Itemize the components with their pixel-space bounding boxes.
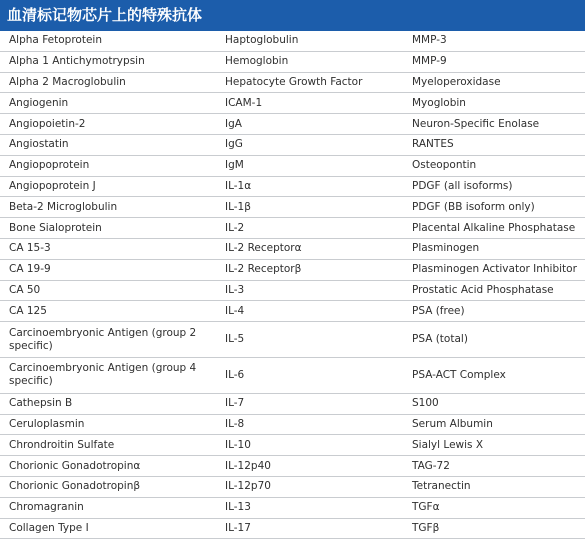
table-cell: Angiostatin	[0, 134, 216, 155]
table-cell: Collagen Type I	[0, 518, 216, 539]
table-cell: Hepatocyte Growth Factor	[216, 72, 403, 93]
table-row	[0, 176, 585, 197]
table-cell: Sialyl Lewis X	[403, 435, 585, 456]
table-cell: IL-17	[216, 518, 403, 539]
table-cell: IL-8	[216, 414, 403, 435]
table-cell: IgA	[216, 114, 403, 135]
table-cell: IL-1α	[216, 176, 403, 197]
antibody-table-body	[0, 31, 585, 539]
table-row	[0, 31, 585, 51]
table-cell: IL-2 Receptorβ	[216, 259, 403, 280]
table-cell: Haptoglobulin	[216, 31, 403, 51]
table-cell: PDGF (BB isoform only)	[403, 197, 585, 218]
table-row	[0, 414, 585, 435]
table-row	[0, 280, 585, 301]
table-row	[0, 93, 585, 114]
table-row	[0, 301, 585, 322]
table-cell: IL-2 Receptorα	[216, 238, 403, 259]
table-cell: IL-4	[216, 301, 403, 322]
table-cell: TAG-72	[403, 456, 585, 477]
table-cell: Myoglobin	[403, 93, 585, 114]
table-cell: MMP-3	[403, 31, 585, 51]
table-cell: Tetranectin	[403, 476, 585, 497]
table-cell: Placental Alkaline Phosphatase	[403, 218, 585, 239]
table-cell: RANTES	[403, 134, 585, 155]
table-cell: IL-6	[216, 357, 403, 393]
table-cell: IL-2	[216, 218, 403, 239]
table-cell: S100	[403, 393, 585, 414]
table-cell: Hemoglobin	[216, 51, 403, 72]
table-row	[0, 456, 585, 477]
antibody-table	[0, 31, 585, 539]
table-cell: IL-3	[216, 280, 403, 301]
table-row	[0, 476, 585, 497]
table-cell: Myeloperoxidase	[403, 72, 585, 93]
table-row	[0, 322, 585, 358]
table-row	[0, 393, 585, 414]
table-cell: Neuron-Specific Enolase	[403, 114, 585, 135]
table-cell: Chorionic Gonadotropinβ	[0, 476, 216, 497]
table-cell: IL-5	[216, 322, 403, 358]
table-cell: IgM	[216, 155, 403, 176]
table-cell: Chrondroitin Sulfate	[0, 435, 216, 456]
table-cell: PSA-ACT Complex	[403, 357, 585, 393]
table-row	[0, 497, 585, 518]
table-cell: Osteopontin	[403, 155, 585, 176]
table-cell: IL-1β	[216, 197, 403, 218]
table-row	[0, 155, 585, 176]
table-cell: Carcinoembryonic Antigen (group 4 specific)	[0, 357, 216, 393]
table-row	[0, 72, 585, 93]
table-cell: Alpha Fetoprotein	[0, 31, 216, 51]
table-cell: Angiopoprotein	[0, 155, 216, 176]
table-cell: Angiopoprotein J	[0, 176, 216, 197]
table-cell: Plasminogen	[403, 238, 585, 259]
table-cell: TGFα	[403, 497, 585, 518]
table-cell: IL-12p40	[216, 456, 403, 477]
table-row	[0, 114, 585, 135]
table-cell: IL-12p70	[216, 476, 403, 497]
table-cell: IgG	[216, 134, 403, 155]
table-cell: TGFβ	[403, 518, 585, 539]
table-cell: CA 19-9	[0, 259, 216, 280]
table-row	[0, 51, 585, 72]
table-cell: Ceruloplasmin	[0, 414, 216, 435]
table-cell: Cathepsin B	[0, 393, 216, 414]
table-cell: PSA (total)	[403, 322, 585, 358]
table-cell: PSA (free)	[403, 301, 585, 322]
table-cell: CA 125	[0, 301, 216, 322]
table-row	[0, 259, 585, 280]
table-cell: MMP-9	[403, 51, 585, 72]
table-cell: Plasminogen Activator Inhibitor	[403, 259, 585, 280]
table-row	[0, 197, 585, 218]
table-cell: Angiogenin	[0, 93, 216, 114]
table-cell: Prostatic Acid Phosphatase	[403, 280, 585, 301]
table-cell: Bone Sialoprotein	[0, 218, 216, 239]
table-row	[0, 134, 585, 155]
table-cell: IL-7	[216, 393, 403, 414]
table-cell: Beta-2 Microglobulin	[0, 197, 216, 218]
table-cell: Chorionic Gonadotropinα	[0, 456, 216, 477]
table-cell: IL-13	[216, 497, 403, 518]
table-row	[0, 357, 585, 393]
table-title: 血清标记物芯片上的特殊抗体	[0, 0, 585, 31]
table-cell: Serum Albumin	[403, 414, 585, 435]
table-cell: IL-10	[216, 435, 403, 456]
table-row	[0, 518, 585, 539]
table-cell: Carcinoembryonic Antigen (group 2 specific)	[0, 322, 216, 358]
table-cell: ICAM-1	[216, 93, 403, 114]
table-cell: Chromagranin	[0, 497, 216, 518]
table-cell: CA 50	[0, 280, 216, 301]
table-row	[0, 218, 585, 239]
table-cell: Alpha 1 Antichymotrypsin	[0, 51, 216, 72]
table-row	[0, 238, 585, 259]
table-cell: PDGF (all isoforms)	[403, 176, 585, 197]
table-cell: Angiopoietin-2	[0, 114, 216, 135]
table-row	[0, 435, 585, 456]
table-cell: Alpha 2 Macroglobulin	[0, 72, 216, 93]
table-cell: CA 15-3	[0, 238, 216, 259]
